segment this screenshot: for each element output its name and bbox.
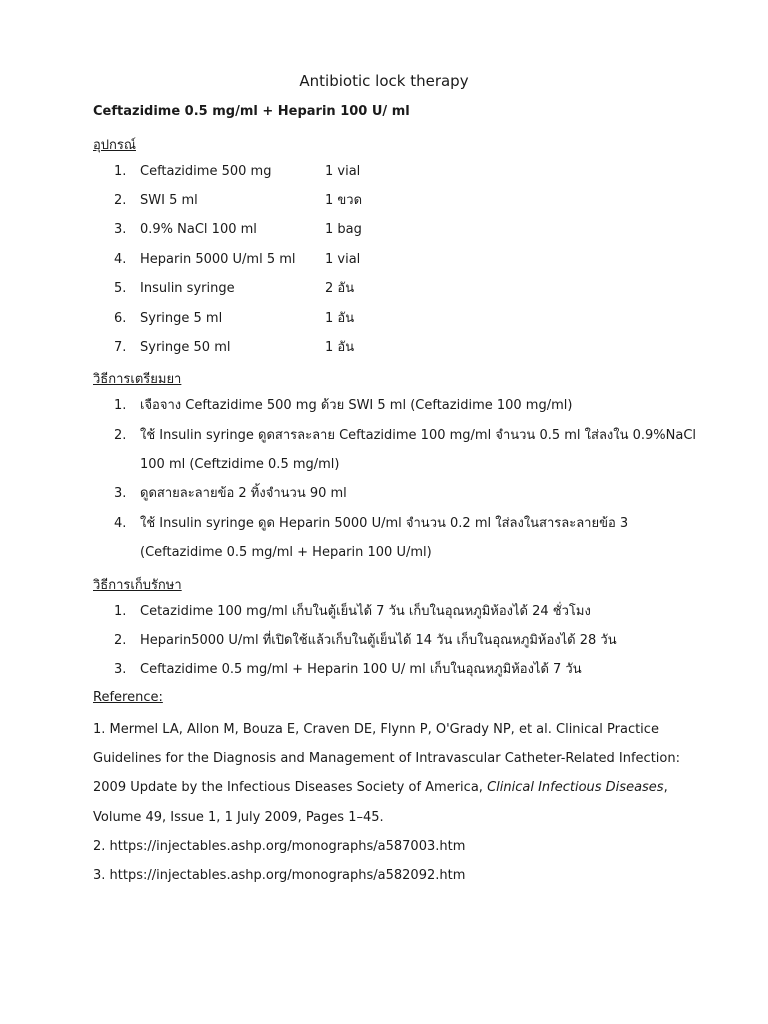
item-quantity: 1 อัน <box>325 311 355 326</box>
item-number: 6. <box>114 311 127 326</box>
storage-step <box>0 602 768 622</box>
item-name: Insulin syringe <box>140 281 235 296</box>
preparation-step-continuation <box>0 543 768 563</box>
step-number: 1. <box>114 604 127 619</box>
equipment-item <box>0 279 768 299</box>
step-number: 2. <box>114 428 127 443</box>
preparation-step <box>0 484 768 504</box>
equipment-item <box>0 250 768 270</box>
page-title: Antibiotic lock therapy <box>299 72 469 90</box>
storage-heading: วิธีการเก็บรักษา <box>93 578 182 593</box>
item-quantity: 1 ขวด <box>325 193 363 208</box>
item-name: Heparin 5000 U/ml 5 ml <box>140 252 296 267</box>
item-number: 4. <box>114 252 127 267</box>
equipment-item <box>0 191 768 211</box>
step-text-continued: (Ceftazidime 0.5 mg/ml + Heparin 100 U/ml) <box>140 545 432 560</box>
reference-1-line-1: 1. Mermel LA, Allon M, Bouza E, Craven DE, Flynn P, O'Grady NP, et al. Clinical Practice <box>93 722 659 737</box>
step-number: 3. <box>114 662 127 677</box>
step-text: ใช้ Insulin syringe ดูดสารละลาย Ceftazidime 100 mg/ml จำนวน 0.5 ml ใส่ลงใน 0.9%NaCl <box>140 428 697 443</box>
reference-2: 2. https://injectables.ashp.org/monographs/a587003.htm <box>93 839 466 854</box>
reference-1-text: 2009 Update by the Infectious Diseases Society of America, <box>93 780 488 795</box>
item-quantity: 2 อัน <box>325 281 355 296</box>
item-name: Syringe 5 ml <box>140 311 223 326</box>
step-text: ดูดสายละลายข้อ 2 ทิ้งจำนวน 90 ml <box>140 486 347 501</box>
item-name: Syringe 50 ml <box>140 340 231 355</box>
preparation-step <box>0 426 768 446</box>
step-number: 1. <box>114 398 127 413</box>
equipment-item <box>0 338 768 358</box>
journal-title: Clinical Infectious Diseases <box>487 780 664 795</box>
item-name: Ceftazidime 500 mg <box>140 164 272 179</box>
reference-3: 3. https://injectables.ashp.org/monographs/a582092.htm <box>93 868 466 883</box>
preparation-step-continuation <box>0 455 768 475</box>
step-number: 3. <box>114 486 127 501</box>
equipment-item <box>0 220 768 240</box>
step-text: Heparin5000 U/ml ที่เปิดใช้แล้วเก็บในตู้เย็นได้ 14 วัน เก็บในอุณหภูมิห้องได้ 28 วัน <box>140 633 617 648</box>
preparation-heading: วิธีการเตรียมยา <box>93 372 182 387</box>
item-number: 2. <box>114 193 127 208</box>
item-number: 1. <box>114 164 127 179</box>
step-text: เจือจาง Ceftazidime 500 mg ด้วย SWI 5 ml (Ceftazidime 100 mg/ml) <box>140 398 573 413</box>
reference-1-line-2: Guidelines for the Diagnosis and Management of Intravascular Catheter-Related Infection: <box>93 751 680 766</box>
item-quantity: 1 vial <box>325 252 361 267</box>
item-quantity: 1 อัน <box>325 340 355 355</box>
storage-step <box>0 660 768 680</box>
storage-step <box>0 631 768 651</box>
preparation-step <box>0 396 768 416</box>
item-quantity: 1 vial <box>325 164 361 179</box>
step-text: ใช้ Insulin syringe ดูด Heparin 5000 U/ml จำนวน 0.2 ml ใส่ลงในสารละลายข้อ 3 <box>140 516 629 531</box>
item-name: 0.9% NaCl 100 ml <box>140 222 257 237</box>
item-number: 5. <box>114 281 127 296</box>
reference-1-punct: , <box>663 780 668 795</box>
page-subtitle: Ceftazidime 0.5 mg/ml + Heparin 100 U/ ml <box>93 104 410 119</box>
item-name: SWI 5 ml <box>140 193 198 208</box>
step-text-continued: 100 ml (Ceftzidime 0.5 mg/ml) <box>140 457 340 472</box>
item-quantity: 1 bag <box>325 222 362 237</box>
step-number: 4. <box>114 516 127 531</box>
equipment-item <box>0 162 768 182</box>
reference-1-line-3 <box>93 778 668 798</box>
reference-heading: Reference: <box>93 690 163 705</box>
step-number: 2. <box>114 633 127 648</box>
equipment-item <box>0 309 768 329</box>
step-text: Ceftazidime 0.5 mg/ml + Heparin 100 U/ ml เก็บในอุณหภูมิห้องได้ 7 วัน <box>140 662 582 677</box>
item-number: 3. <box>114 222 127 237</box>
reference-1-line-4: Volume 49, Issue 1, 1 July 2009, Pages 1–45. <box>93 810 384 825</box>
equipment-heading: อุปกรณ์ <box>93 138 136 153</box>
preparation-step <box>0 514 768 534</box>
step-text: Cetazidime 100 mg/ml เก็บในตู้เย็นได้ 7 วัน เก็บในอุณหภูมิห้องได้ 24 ชั่วโมง <box>140 604 591 619</box>
item-number: 7. <box>114 340 127 355</box>
